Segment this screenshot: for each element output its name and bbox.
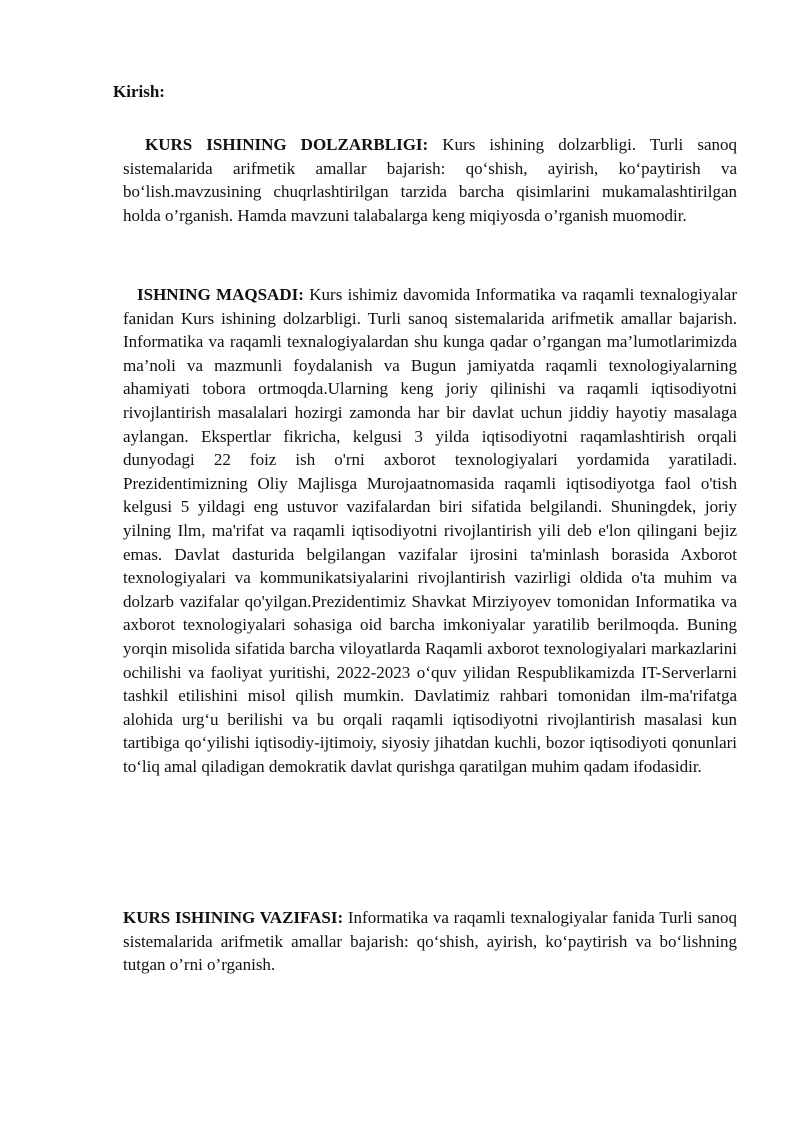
paragraph-text: Kurs ishimiz davomida Informatika va raqamli texnalogiyalar fanidan Kurs ishining dolzarbligi. Turli sanoq sistemalarida arifmetik amallar bajarish. Informatika va raqamli texnalogiyalardan shu kunga qadar o’rgangan ma’lumotlarimizda ma’noli va mazmunli foydalanish va Bugun jamiyatda raqamli texnologiyalarning ahamiyati tobora ortmoqda.Ularning keng joriy qilinishi va raqamli iqtisodiyotni rivojlantirish masalalari hozirgi zamonda har bir davlat uchun jiddiy hayotiy masalaga aylangan. Ekspertlar fikricha, kelgusi 3 yilda iqtisodiyotni raqamlashtirish orqali dunyodagi 22 foiz ish o'rni axborot texnologiyalari yordamida yaratiladi. Prezidentimizning Oliy Majlisga Murojaatnomasida raqamli iqtisodiyotga faol o'tish kelgusi 5 yildagi eng ustuvor vazifalardan biri sifatida belgilandi. Shuningdek, joriy yilning Ilm, ma'rifat va raqamli iqtisodiyotni rivojlantirish yili deb e'lon qilingani bejiz emas. Davlat dasturida belgilangan vazifalar ijrosini ta'minlash borasida Axborot texnologiyalari va kommunikatsiyalarini rivojlantirish vazirligi oldida o'ta muhim va dolzarb vazifalar qo'yilgan.Prezidentimiz Shavkat Mirziyoyev tomonidan Informatika va axborot texnologiyalari sohasiga oid barcha imkoniyalar yaratilib berilmoqda. Buning yorqin misolida sifatida barcha viloyatlarda Raqamli axborot texnologiyalari markazlarini ochilishi va faoliyat yuritishi, 2022-2023 o‘quv yilidan Respublikamizda IT-Serverlarni tashkil etilishini misol qilish mumkin. Davlatimiz rahbari tomonidan ilm-ma'rifatga alohida urg‘u berilishi va bu orqali raqamli iqtisodiyotni rivojlantirish masalasi kun tartibiga qo‘yilishi iqtisodiy-ijtimoiy, siyosiy jihatdan kuchli, bozor iqtisodiyoti qonunlari to‘liq amal qiladigan demokratik davlat qurishga qaratilgan muhim qadam ifodasidir. [123, 285, 737, 776]
paragraph-lead: KURS ISHINING DOLZARBLIGI: [145, 135, 429, 154]
paragraph-lead: ISHNING MAQSADI: [137, 285, 304, 304]
paragraph-text: Informatika va raqamli texnalogiyalar fanida Turli sanoq sistemalarida arifmetik amallar bajarish: qo‘shish, ayirish, ko‘paytirish va bo‘lishning tutgan o’rni o’rganish. [123, 908, 737, 975]
paragraph-dolzarbligi [123, 133, 737, 227]
paragraph-vazifasi [123, 906, 737, 977]
paragraph-maqsadi [123, 283, 737, 778]
paragraph-lead: KURS ISHINING VAZIFASI: [123, 908, 344, 927]
paragraph-text: Kurs ishining dolzarbligi. Turli sanoq sistemalarida arifmetik amallar bajarish: qo‘shish, ayirish, ko‘paytirish va bo‘lish.mavzusining chuqrlashtirilgan tarzida barcha qisimlarini mukamalashtirilgan holda o’rganish. Hamda mavzuni talabalarga keng miqiyosda o’rganish muomodir. [123, 135, 738, 225]
section-heading: Kirish: [113, 82, 165, 101]
